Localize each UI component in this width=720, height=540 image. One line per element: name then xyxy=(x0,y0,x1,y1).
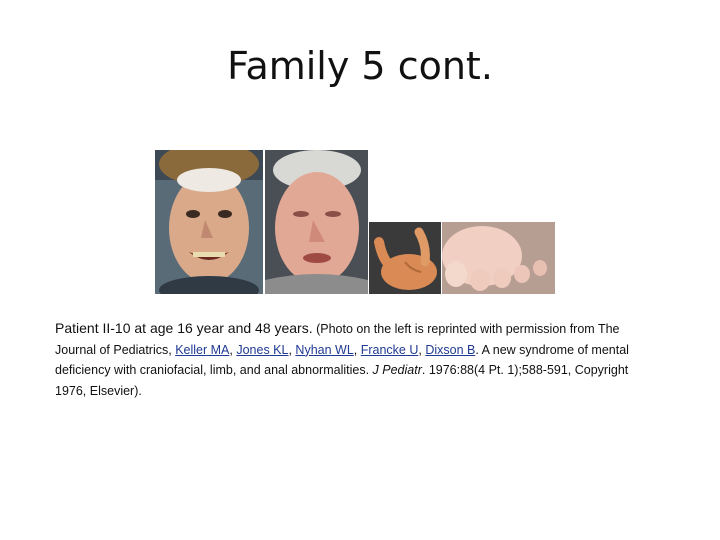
citation-details: . 1976:88(4 Pt. 1);588-591, Copyright 1976, Elsevier). xyxy=(55,363,629,398)
slide-title: Family 5 cont. xyxy=(227,44,493,88)
adult-patient-face-photo xyxy=(265,150,368,294)
journal-name: J Pediatr xyxy=(372,363,422,377)
article-title: . A new syndrome of mental deficiency with craniofacial, limb, and anal abnormalities. xyxy=(55,342,629,377)
photo-strip xyxy=(155,150,555,294)
separator: , xyxy=(288,342,296,357)
separator: , xyxy=(353,342,361,357)
separator: , xyxy=(229,342,237,357)
caption-lead: Patient II-10 at age 16 year and 48 years. xyxy=(55,320,313,336)
author-link-keller[interactable]: Keller MA xyxy=(175,342,230,357)
author-link-jones[interactable]: Jones KL xyxy=(236,342,289,357)
author-link-francke[interactable]: Francke U xyxy=(360,342,419,357)
patient-hand-photo xyxy=(369,222,441,294)
separator: , xyxy=(418,342,426,357)
patient-foot-photo xyxy=(442,222,555,294)
author-link-nyhan[interactable]: Nyhan WL xyxy=(295,342,354,357)
photo-caption xyxy=(55,318,655,401)
caption-permission-note: (Photo on the left is reprinted with permission from The Journal of Pediatrics, xyxy=(55,322,620,357)
author-link-dixson[interactable]: Dixson B xyxy=(425,342,476,357)
teenage-patient-face-photo xyxy=(155,150,263,294)
